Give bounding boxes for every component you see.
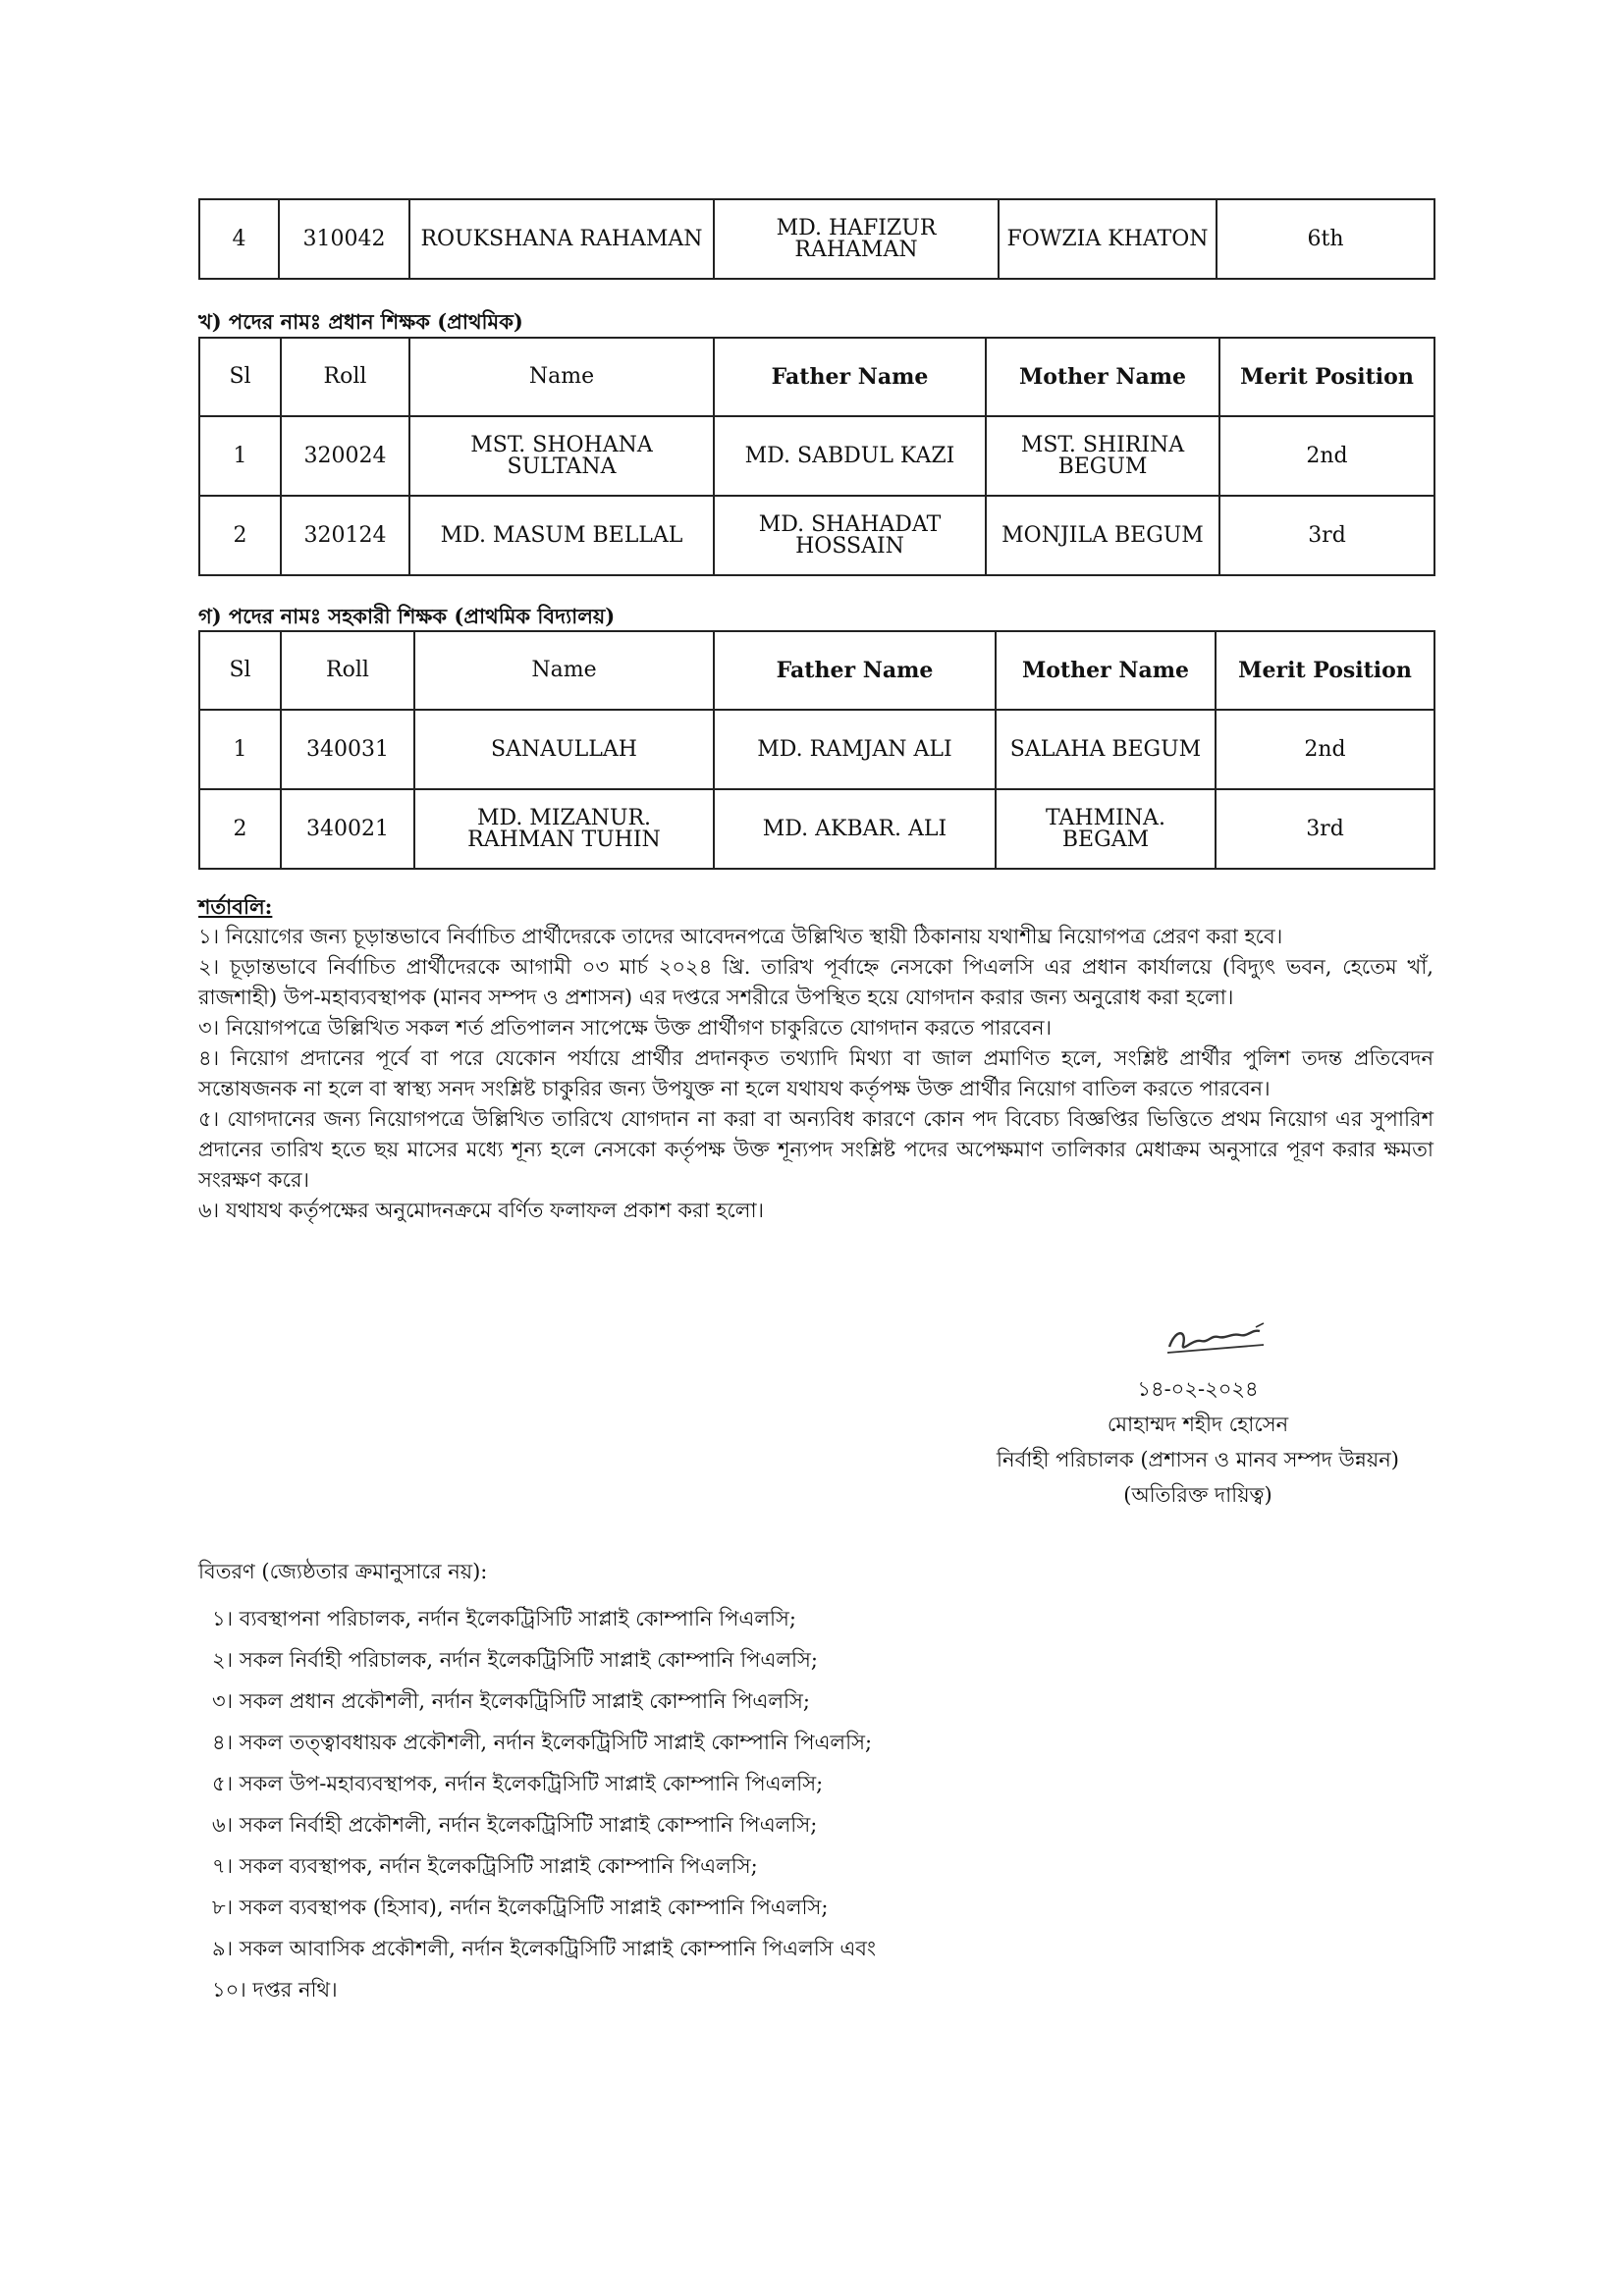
list-item: ১। ব্যবস্থাপনা পরিচালক, নর্দান ইলেকট্রিসিটি সাপ্লাই কোম্পানি পিএলসি; bbox=[212, 1607, 797, 1630]
merit-cell: 3rd bbox=[1219, 496, 1434, 575]
name-cell: ROUKSHANA RAHAMAN bbox=[409, 199, 714, 279]
father-name-cell: MD. AKBAR. ALI bbox=[714, 789, 996, 869]
list-item: ২। সকল নির্বাহী পরিচালক, নর্দান ইলেকট্রিসিটি সাপ্লাই কোম্পানি পিএলসি; bbox=[212, 1648, 818, 1672]
col-header-roll: Roll bbox=[281, 338, 409, 416]
father-name-cell: MD. SABDUL KAZI bbox=[714, 416, 986, 496]
roll-cell: 320024 bbox=[281, 416, 409, 496]
list-item: ৭। সকল ব্যবস্থাপক, নর্দান ইলেকট্রিসিটি সাপ্লাই কোম্পানি পিএলসি; bbox=[212, 1854, 758, 1878]
mother-name-cell: SALAHA BEGUM bbox=[996, 710, 1216, 789]
list-item: ৪। সকল তত্ত্বাবধায়ক প্রকৌশলী, নর্দান ইলেকট্রিসিটি সাপ্লাই কোম্পানি পিএলসি; bbox=[212, 1731, 873, 1754]
table-row bbox=[199, 789, 1434, 869]
col-header-sl: Sl bbox=[199, 631, 281, 710]
terms-item: ৪। নিয়োগ প্রদানের পূর্বে বা পরে যেকোন পর্যায়ে প্রার্থীর প্রদানকৃত তথ্যাদি মিথ্যা বা জাল প্রমাণিত হলে, সংশ্লিষ্ট প্রার্থীর পুলিশ তদন্ত প্রতিবেদন সন্তোষজনক না হলে বা স্বাস্থ্য সনদ সংশ্লিষ্ট চাকুরির জন্য উপযুক্ত না হলে যথাযথ কর্তৃপক্ষ উক্ত প্রার্থীর নিয়োগ বাতিল করতে পারবেন। bbox=[198, 1046, 1434, 1100]
father-name-cell: MD. HAFIZUR RAHAMAN bbox=[714, 199, 999, 279]
table-header-row bbox=[199, 338, 1434, 416]
mother-name-cell: MST. SHIRINA BEGUM bbox=[986, 416, 1219, 496]
col-header-mother: Mother Name bbox=[986, 338, 1219, 416]
signatory-name: মোহাম্মদ শহীদ হোসেন bbox=[1107, 1413, 1289, 1436]
signature-block bbox=[982, 1371, 1414, 1513]
signature-mark bbox=[1162, 1315, 1279, 1364]
mother-name-cell: FOWZIA KHATON bbox=[999, 199, 1217, 279]
distribution-title: বিতরণ (জ্যেষ্ঠতার ক্রমানুসারে নয়): bbox=[198, 1560, 488, 1583]
signature-date: ১৪-০২-২০২৪ bbox=[1137, 1377, 1259, 1401]
section-b-heading: খ) পদের নামঃ প্রধান শিক্ষক (প্রাথমিক) bbox=[198, 309, 523, 334]
terms-item: ৩। নিয়োগপত্রে উল্লিখিত সকল শর্ত প্রতিপালন সাপেক্ষে উক্ত প্রার্থীগণ চাকুরিতে যোগদান করতে পারবেন। bbox=[198, 1016, 1053, 1040]
col-header-father: Father Name bbox=[714, 631, 996, 710]
sl-cell: 1 bbox=[199, 416, 281, 496]
terms-title: শর্তাবলি: bbox=[198, 894, 273, 919]
name-cell: MD. MIZANUR. RAHMAN TUHIN bbox=[414, 789, 714, 869]
results-table-continued bbox=[198, 198, 1435, 280]
list-item: ৫। সকল উপ-মহাব্যবস্থাপক, নর্দান ইলেকট্রিসিটি সাপ্লাই কোম্পানি পিএলসি; bbox=[212, 1772, 824, 1795]
table-row bbox=[199, 496, 1434, 575]
section-c-heading: গ) পদের নামঃ সহকারী শিক্ষক (প্রাথমিক বিদ্যালয়) bbox=[198, 604, 616, 628]
signatory-note: (অতিরিক্ত দায়িত্ব) bbox=[1123, 1483, 1272, 1507]
merit-cell: 2nd bbox=[1216, 710, 1434, 789]
roll-cell: 340021 bbox=[281, 789, 414, 869]
name-cell: MD. MASUM BELLAL bbox=[409, 496, 714, 575]
name-cell: MST. SHOHANA SULTANA bbox=[409, 416, 714, 496]
father-name-cell: MD. SHAHADAT HOSSAIN bbox=[714, 496, 986, 575]
table-row bbox=[199, 710, 1434, 789]
sl-cell: 2 bbox=[199, 789, 281, 869]
terms-item: ৫। যোগদানের জন্য নিয়োগপত্রে উল্লিখিত তারিখে যোগদান না করা বা অন্যবিধ কারণে কোন পদ বিবেচ্য বিজ্ঞপ্তির ভিত্তিতে প্রথম নিয়োগ এর সুপারিশ প্রদানের তারিখ হতে ছয় মাসের মধ্যে শূন্য হলে নেসকো কর্তৃপক্ষ উক্ত শূন্যপদ সংশ্লিষ্ট পদের অপেক্ষমাণ তালিকার মেধাক্রম অনুসারে পূরণ করার ক্ষমতা সংরক্ষণ করে। bbox=[198, 1107, 1434, 1192]
terms-item: ৬। যথাযথ কর্তৃপক্ষের অনুমোদনক্রমে বর্ণিত ফলাফল প্রকাশ করা হলো। bbox=[198, 1199, 765, 1222]
sl-cell: 2 bbox=[199, 496, 281, 575]
roll-cell: 320124 bbox=[281, 496, 409, 575]
sl-cell: 1 bbox=[199, 710, 281, 789]
list-item: ১০। দপ্তর নথি। bbox=[212, 1978, 338, 2002]
table-header-row bbox=[199, 631, 1434, 710]
merit-cell: 3rd bbox=[1216, 789, 1434, 869]
section-b-table bbox=[198, 337, 1435, 576]
roll-cell: 340031 bbox=[281, 710, 414, 789]
list-item: ৮। সকল ব্যবস্থাপক (হিসাব), নর্দান ইলেকট্রিসিটি সাপ্লাই কোম্পানি পিএলসি; bbox=[212, 1896, 829, 1919]
merit-cell: 2nd bbox=[1219, 416, 1434, 496]
col-header-roll: Roll bbox=[281, 631, 414, 710]
terms-item: ১। নিয়োগের জন্য চূড়ান্তভাবে নির্বাচিত প্রার্থীদেরকে তাদের আবেদনপত্রে উল্লিখিত স্থায়ী ঠিকানায় যথাশীঘ্র নিয়োগপত্র প্রেরণ করা হবে। bbox=[198, 925, 1283, 948]
list-item: ৯। সকল আবাসিক প্রকৌশলী, নর্দান ইলেকট্রিসিটি সাপ্লাই কোম্পানি পিএলসি এবং bbox=[212, 1937, 877, 1960]
table-row bbox=[199, 199, 1434, 279]
list-item: ৩। সকল প্রধান প্রকৌশলী, নর্দান ইলেকট্রিসিটি সাপ্লাই কোম্পানি পিএলসি; bbox=[212, 1689, 810, 1713]
col-header-merit: Merit Position bbox=[1216, 631, 1434, 710]
table-row bbox=[199, 416, 1434, 496]
terms-section bbox=[198, 891, 1434, 1226]
distribution-list bbox=[212, 1598, 876, 2010]
col-header-mother: Mother Name bbox=[996, 631, 1216, 710]
section-c-table bbox=[198, 630, 1435, 870]
mother-name-cell: TAHMINA. BEGAM bbox=[996, 789, 1216, 869]
sl-cell: 4 bbox=[199, 199, 279, 279]
col-header-father: Father Name bbox=[714, 338, 986, 416]
col-header-sl: Sl bbox=[199, 338, 281, 416]
col-header-merit: Merit Position bbox=[1219, 338, 1434, 416]
mother-name-cell: MONJILA BEGUM bbox=[986, 496, 1219, 575]
signatory-designation: নির্বাহী পরিচালক (প্রশাসন ও মানব সম্পদ উন্নয়ন) bbox=[997, 1448, 1399, 1471]
col-header-name: Name bbox=[414, 631, 714, 710]
name-cell: SANAULLAH bbox=[414, 710, 714, 789]
list-item: ৬। সকল নির্বাহী প্রকৌশলী, নর্দান ইলেকট্রিসিটি সাপ্লাই কোম্পানি পিএলসি; bbox=[212, 1813, 818, 1837]
col-header-name: Name bbox=[409, 338, 714, 416]
merit-cell: 6th bbox=[1217, 199, 1434, 279]
father-name-cell: MD. RAMJAN ALI bbox=[714, 710, 996, 789]
terms-item: ২। চূড়ান্তভাবে নির্বাচিত প্রার্থীদেরকে আগামী ০৩ মার্চ ২০২৪ খ্রি. তারিখ পূর্বাহ্নে নেসকো পিএলসি এর প্রধান কার্যালয়ে (বিদ্যুৎ ভবন, হেতেম খাঁ, রাজশাহী) উপ-মহাব্যবস্থাপক (মানব সম্পদ ও প্রশাসন) এর দপ্তরে সশরীরে উপস্থিত হয়ে যোগদান করার জন্য অনুরোধ করা হলো। bbox=[198, 955, 1434, 1009]
roll-cell: 310042 bbox=[279, 199, 409, 279]
